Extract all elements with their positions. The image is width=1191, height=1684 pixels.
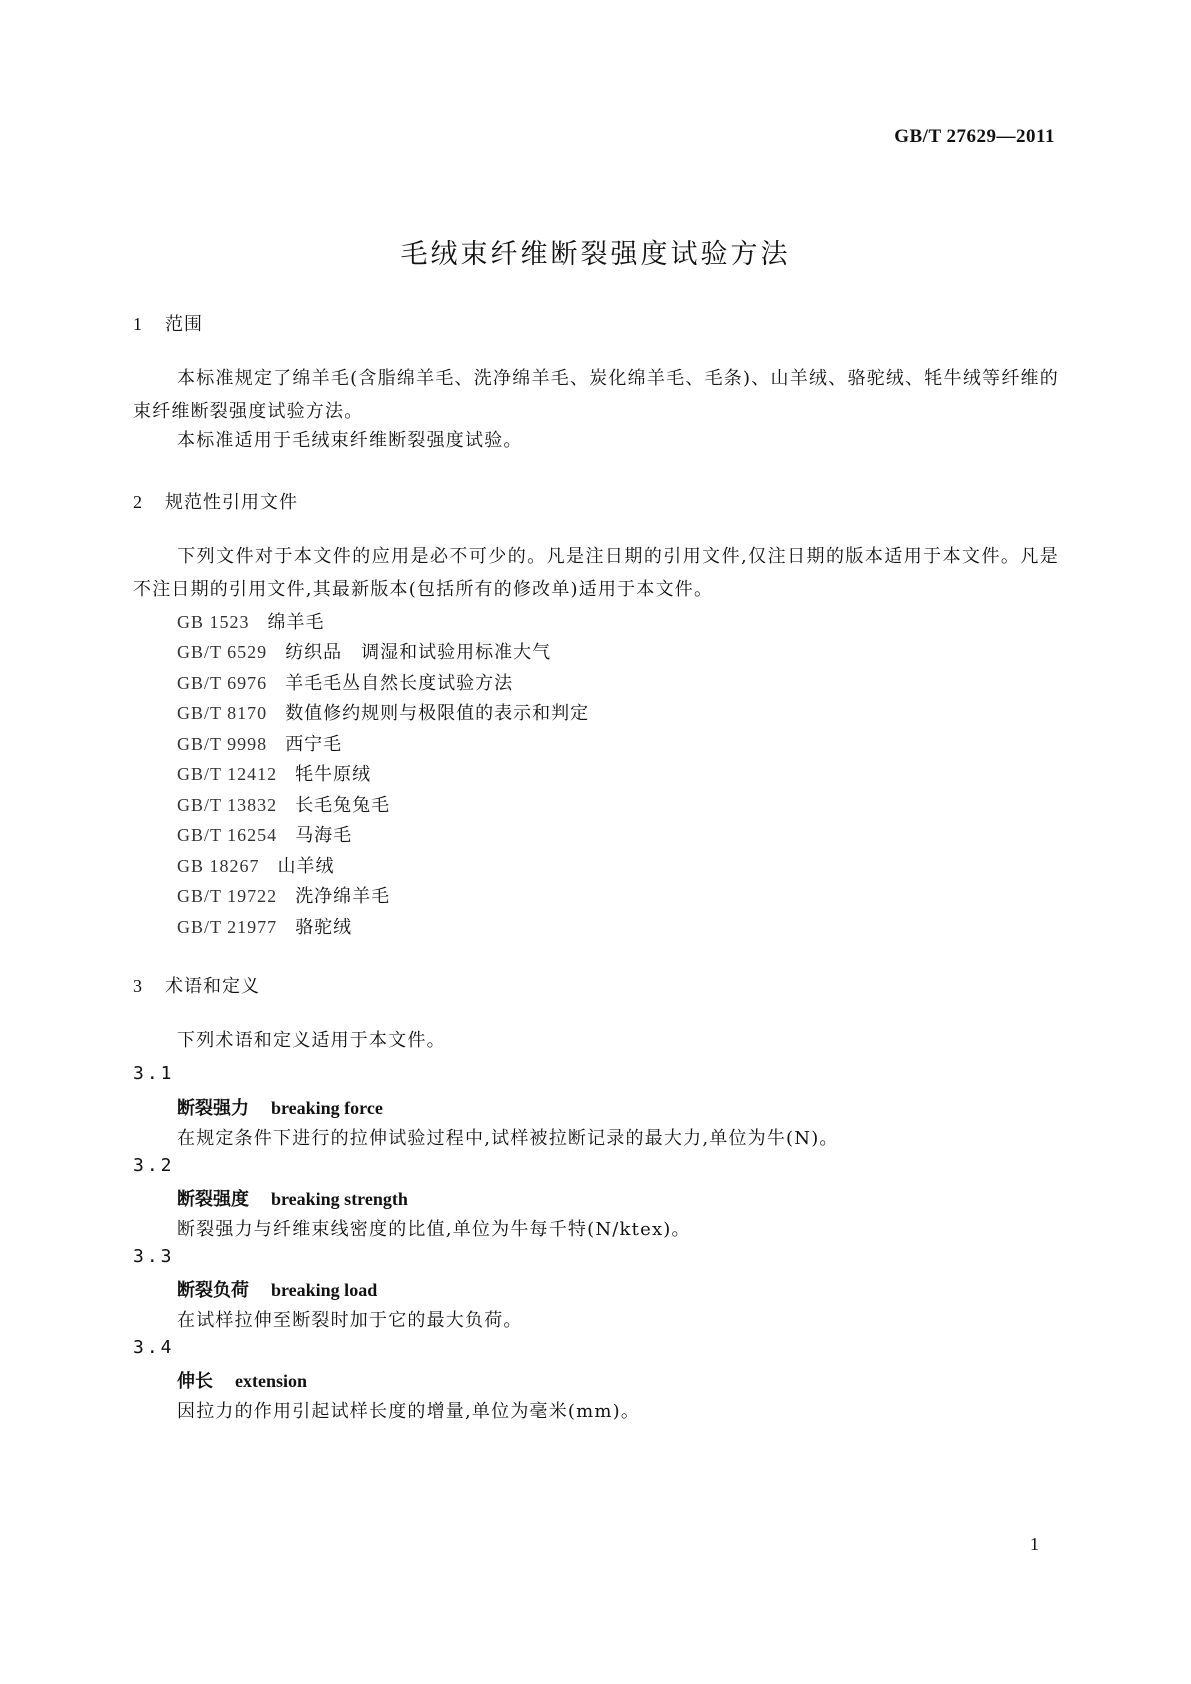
standard-number: GB/T 27629—2011: [894, 126, 1055, 147]
term-definition: 因拉力的作用引起试样长度的增量,单位为毫米(mm)。: [177, 1401, 641, 1422]
reference-code: GB/T 6529: [177, 642, 268, 662]
reference-code: GB/T 21977: [177, 917, 278, 937]
reference-name: 长毛兔兔毛: [295, 795, 391, 816]
document-title: 毛绒束纤维断裂强度试验方法: [400, 239, 791, 270]
reference-item: [177, 852, 335, 878]
reference-name: 数值修约规则与极限值的表示和判定: [285, 703, 590, 724]
term-definition: 断裂强力与纤维束线密度的比值,单位为牛每千特(N/ktex)。: [177, 1219, 691, 1240]
scope-paragraph-2: [133, 424, 1059, 457]
clause-number: 3.3: [133, 1246, 175, 1267]
references-intro: [133, 540, 1059, 606]
references-intro-text: 下列文件对于本文件的应用是必不可少的。凡是注日期的引用文件,仅注日期的版本适用于本文件。凡是不注日期的引用文件,其最新版本(包括所有的修改单)适用于本文件。: [133, 546, 1059, 600]
reference-code: GB/T 19722: [177, 886, 278, 906]
reference-code: GB/T 16254: [177, 825, 278, 845]
page-number: 1: [1030, 1534, 1039, 1554]
reference-item: [177, 821, 352, 847]
section-number: 3: [133, 976, 143, 996]
section-number: 2: [133, 492, 143, 512]
section-heading-terms: [133, 972, 260, 998]
reference-item: [177, 791, 390, 817]
reference-name: 羊毛毛丛自然长度试验方法: [285, 673, 514, 694]
reference-code: GB/T 6976: [177, 673, 268, 693]
reference-name: 纺织品 调湿和试验用标准大气: [285, 642, 552, 663]
clause-number: 3.2: [133, 1155, 175, 1176]
term-chinese: 断裂负荷: [177, 1280, 249, 1301]
reference-item: [177, 638, 551, 664]
reference-name: 牦牛原绒: [295, 764, 372, 785]
reference-code: GB/T 13832: [177, 795, 278, 815]
term-english: breaking load: [271, 1280, 378, 1300]
term-definition: 在试样拉伸至断裂时加于它的最大负荷。: [177, 1310, 523, 1331]
reference-code: GB/T 8170: [177, 703, 268, 723]
term-entry: [177, 1367, 307, 1393]
reference-name: 山羊绒: [277, 856, 335, 877]
reference-name: 西宁毛: [285, 734, 343, 755]
reference-item: [177, 699, 589, 725]
section-heading-scope: [133, 310, 203, 336]
term-english: breaking force: [271, 1098, 383, 1118]
reference-name: 洗净绵羊毛: [295, 886, 391, 907]
scope-text-1: 本标准规定了绵羊毛(含脂绵羊毛、洗净绵羊毛、炭化绵羊毛、毛条)、山羊绒、骆驼绒、牦牛绒等纤维的束纤维断裂强度试验方法。: [133, 368, 1059, 422]
section-title: 规范性引用文件: [165, 492, 298, 513]
reference-name: 骆驼绒: [295, 917, 353, 938]
term-chinese: 断裂强力: [177, 1098, 249, 1119]
section-title: 范围: [165, 314, 203, 335]
clause-number: 3.1: [133, 1063, 175, 1084]
reference-item: [177, 882, 390, 908]
reference-item: [177, 608, 325, 634]
term-entry: [177, 1094, 383, 1120]
terms-intro-text: 下列术语和定义适用于本文件。: [177, 1030, 446, 1051]
clause-number: 3.4: [133, 1337, 175, 1358]
scope-paragraph-1: [133, 362, 1059, 428]
reference-name: 马海毛: [295, 825, 353, 846]
section-title: 术语和定义: [165, 976, 260, 997]
term-chinese: 伸长: [177, 1371, 213, 1392]
section-heading-references: [133, 488, 298, 514]
scope-text-2: 本标准适用于毛绒束纤维断裂强度试验。: [177, 430, 523, 451]
term-entry: [177, 1276, 377, 1302]
reference-code: GB 18267: [177, 856, 260, 876]
reference-item: [177, 760, 371, 786]
section-number: 1: [133, 314, 143, 334]
terms-intro: [133, 1024, 1059, 1057]
reference-name: 绵羊毛: [267, 612, 325, 633]
reference-item: [177, 730, 342, 756]
term-english: breaking strength: [271, 1189, 408, 1209]
term-english: extension: [235, 1371, 307, 1391]
reference-code: GB/T 9998: [177, 734, 268, 754]
reference-code: GB/T 12412: [177, 764, 278, 784]
reference-item: [177, 669, 513, 695]
reference-item: [177, 913, 352, 939]
term-chinese: 断裂强度: [177, 1189, 249, 1210]
reference-code: GB 1523: [177, 612, 250, 632]
term-definition: 在规定条件下进行的拉伸试验过程中,试样被拉断记录的最大力,单位为牛(N)。: [177, 1128, 839, 1149]
term-entry: [177, 1185, 408, 1211]
